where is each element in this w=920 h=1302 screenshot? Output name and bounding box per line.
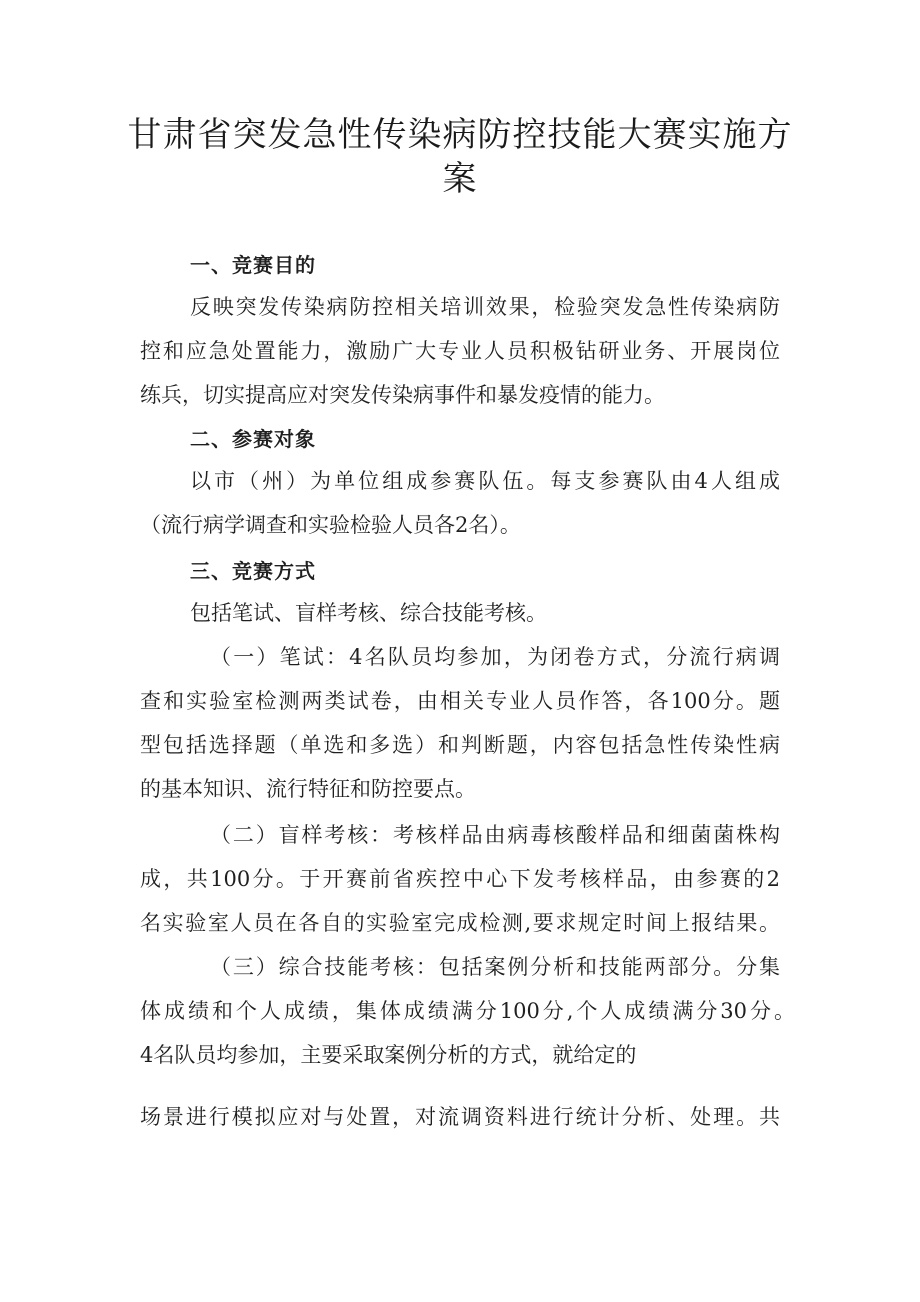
paragraph-line: （三）综合技能考核：包括案例分析和技能两部分。分集: [210, 955, 780, 979]
paragraph-line: （流行病学调查和实验检验人员各2名）。: [140, 513, 521, 537]
paragraph-line: 练兵，切实提高应对突发传染病事件和暴发疫情的能力。: [140, 383, 665, 407]
paragraph-line: 4名队员均参加，主要采取案例分析的方式，就给定的: [140, 1043, 637, 1067]
paragraph-line: 包括笔试、盲样考核、综合技能考核。: [190, 601, 547, 625]
paragraph-line: 以市（州）为单位组成参赛队伍。每支参赛队由4人组成: [190, 469, 780, 493]
paragraph-line: 型包括选择题（单选和多选）和判断题，内容包括急性传染性病: [140, 733, 780, 757]
paragraph-line: 成，共100分。于开赛前省疾控中心下发考核样品，由参赛的2: [140, 867, 780, 891]
paragraph-line: 的基本知识、流行特征和防控要点。: [140, 777, 476, 801]
paragraph-line: 查和实验室检测两类试卷，由相关专业人员作答，各100分。题: [140, 689, 780, 713]
paragraph-line: 体成绩和个人成绩，集体成绩满分100分,个人成绩满分30分。: [140, 999, 795, 1023]
section-heading-format: 三、竞赛方式: [190, 559, 316, 583]
document-title-continued: 案: [442, 159, 478, 199]
paragraph-line: 名实验室人员在各自的实验室完成检测,要求规定时间上报结果。: [140, 911, 780, 935]
paragraph-line: （二）盲样考核：考核样品由病毒核酸样品和细菌菌株构: [210, 823, 780, 847]
paragraph-line: （一）笔试：4名队员均参加，为闭卷方式，分流行病调: [210, 645, 780, 669]
paragraph-line: 场景进行模拟应对与处置，对流调资料进行统计分析、处理。共: [140, 1105, 780, 1129]
paragraph-line: 反映突发传染病防控相关培训效果，检验突发急性传染病防: [190, 295, 780, 319]
paragraph-line: 控和应急处置能力，激励广大专业人员积极钻研业务、开展岗位: [140, 339, 780, 363]
section-heading-participants: 二、参赛对象: [190, 427, 316, 451]
document-title: 甘肃省突发急性传染病防控技能大赛实施方: [127, 115, 793, 155]
section-heading-purpose: 一、竞赛目的: [190, 253, 316, 277]
